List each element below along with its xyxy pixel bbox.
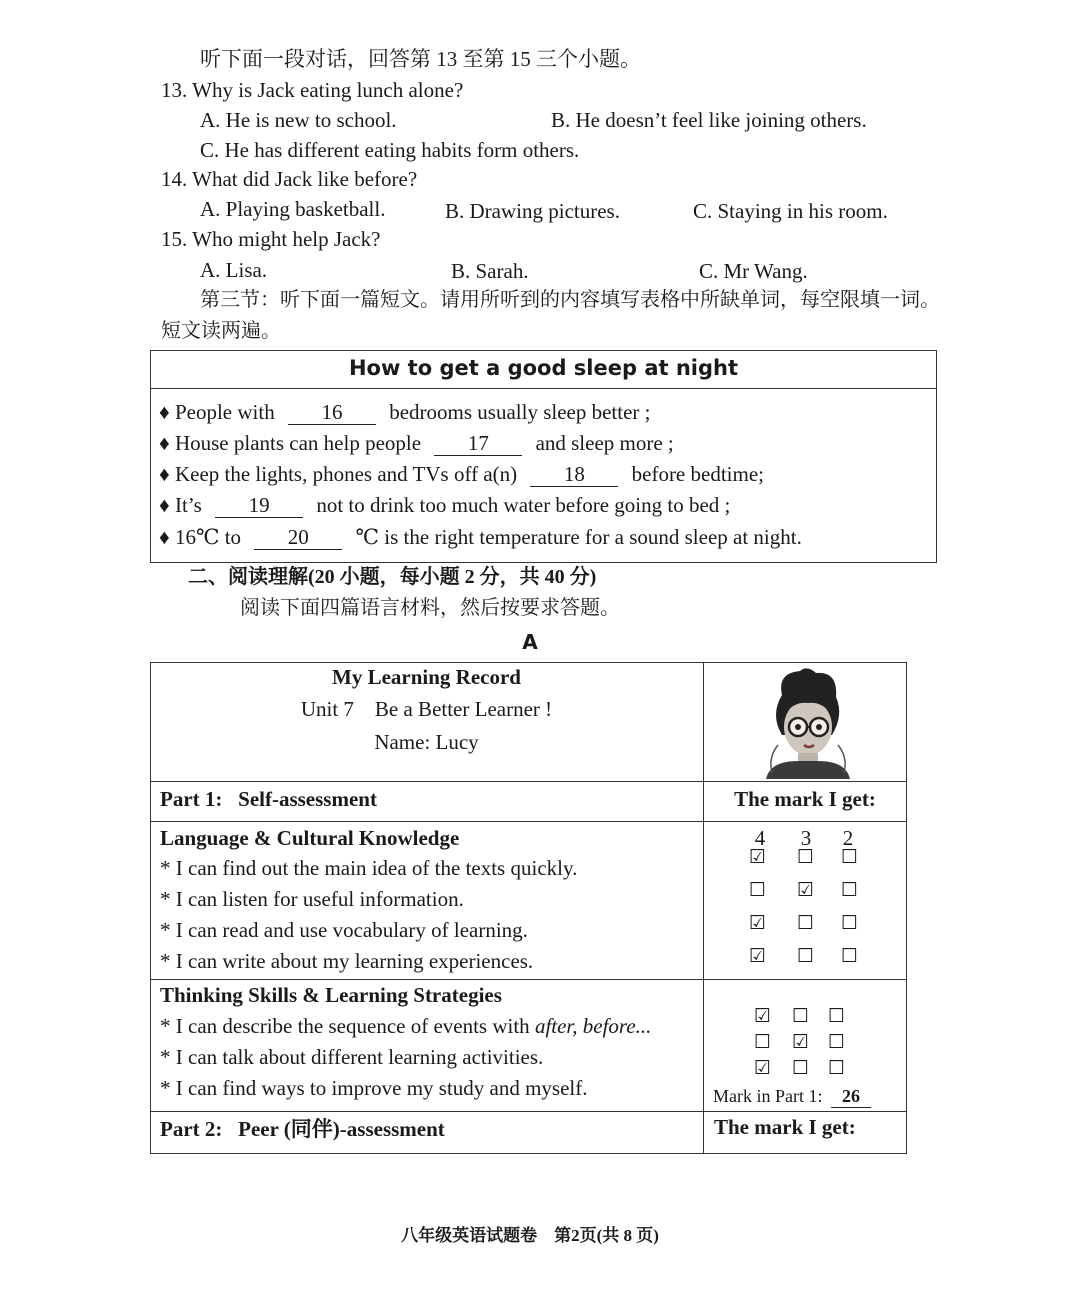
checkbox-icon[interactable]: ☑: [792, 1031, 810, 1053]
checkbox-icon[interactable]: ☑: [754, 1005, 772, 1027]
item-italic: after, before...: [534, 1014, 652, 1038]
part2-label: Part 2: Peer (同伴)-assessment: [160, 1117, 445, 1141]
checkbox-icon[interactable]: ☐: [841, 912, 859, 934]
item-text: * I can describe the sequence of events with: [160, 1014, 535, 1038]
record-title: My Learning Record: [332, 665, 521, 689]
blank-20[interactable]: 20: [254, 525, 342, 550]
blank-17[interactable]: 17: [434, 431, 522, 456]
question-13-option-c: C. He has different eating habits form others.: [200, 138, 580, 162]
section2-heading: Thinking Skills & Learning Strategies: [160, 983, 502, 1007]
part1-label: Part 1: Self-assessment: [160, 787, 377, 811]
sleep-row-post: before bedtime;: [631, 462, 764, 486]
sleep-row-post: not to drink too much water before going to bed ;: [316, 493, 731, 517]
score-label-4: 4: [754, 826, 766, 850]
self-assessment-item: * I can read and use vocabulary of learning.: [160, 918, 528, 942]
sleep-table-title: How to get a good sleep at night: [348, 356, 739, 380]
bullet-icon: ♦: [159, 431, 170, 455]
mark-part1-value[interactable]: 26: [831, 1086, 871, 1108]
checkbox-icon[interactable]: ☑: [749, 912, 767, 934]
sleep-row-post: and sleep more ;: [535, 431, 674, 455]
blank-16[interactable]: 16: [288, 400, 376, 425]
bullet-icon: ♦: [159, 525, 170, 549]
checkbox-icon[interactable]: ☐: [792, 1005, 810, 1027]
checkbox-icon[interactable]: ☐: [841, 879, 859, 901]
checkbox-icon[interactable]: ☐: [828, 1057, 846, 1079]
section3-instruction: 第三节：听下面一篇短文。请用所听到的内容填写表格中所缺单词，每空限填一词。: [200, 289, 940, 311]
sleep-row-post: bedrooms usually sleep better ;: [389, 400, 651, 424]
sleep-row-pre: 16℃ to: [174, 525, 242, 549]
record-unit: Unit 7 Be a Better Learner !: [300, 697, 553, 721]
sleep-row-pre: House plants can help people: [174, 431, 422, 455]
record-student-name: Name: Lucy: [374, 730, 479, 754]
passage-letter: A: [522, 630, 538, 654]
sleep-row-pre: People with: [174, 400, 275, 424]
sleep-row: [159, 493, 730, 518]
sleep-row-post: ℃ is the right temperature for a sound sleep at night.: [355, 525, 802, 549]
listening-instruction: 听下面一段对话，回答第 13 至第 15 三个小题。: [200, 47, 641, 71]
table-row-divider: [150, 821, 907, 822]
question-13-option-b: B. He doesn’t feel like joining others.: [551, 108, 867, 132]
question-13-stem: 13. Why is Jack eating lunch alone?: [161, 78, 464, 102]
question-14-stem: 14. What did Jack like before?: [161, 167, 418, 191]
bullet-icon: ♦: [159, 493, 170, 517]
checkbox-icon[interactable]: ☐: [841, 945, 859, 967]
checkbox-icon[interactable]: ☑: [749, 846, 767, 868]
score-label-3: 3: [800, 826, 812, 850]
part1-mark-header: The mark I get:: [734, 787, 876, 811]
student-portrait: [752, 665, 862, 779]
question-15-option-a: A. Lisa.: [200, 258, 268, 282]
bullet-icon: ♦: [159, 462, 170, 486]
reading-instruction: 阅读下面四篇语言材料，然后按要求答题。: [240, 597, 620, 619]
self-assessment-item: * I can find out the main idea of the texts quickly.: [160, 856, 578, 880]
checkbox-icon[interactable]: ☐: [828, 1031, 846, 1053]
table-row-divider: [150, 781, 907, 782]
checkbox-icon[interactable]: ☑: [754, 1057, 772, 1079]
checkbox-icon[interactable]: ☐: [792, 1057, 810, 1079]
sleep-row: [159, 525, 802, 550]
sleep-table-divider: [150, 388, 937, 389]
question-14-option-c: C. Staying in his room.: [693, 199, 888, 223]
score-label-2: 2: [842, 826, 854, 850]
self-assessment-item: * I can listen for useful information.: [160, 887, 464, 911]
question-13-option-a: A. He is new to school.: [200, 108, 397, 132]
table-column-divider: [703, 662, 704, 1154]
table-row-divider: [150, 1111, 907, 1112]
section1-heading: Language & Cultural Knowledge: [160, 826, 460, 850]
question-15-option-c: C. Mr Wang.: [699, 259, 808, 283]
sleep-row: [159, 462, 764, 487]
checkbox-icon[interactable]: ☐: [841, 846, 859, 868]
self-assessment-item: * I can find ways to improve my study and myself.: [160, 1076, 588, 1100]
self-assessment-item: * I can talk about different learning activities.: [160, 1045, 544, 1069]
page-footer: 八年级英语试题卷 第2页(共 8 页): [401, 1226, 659, 1245]
checkbox-icon[interactable]: ☐: [797, 912, 815, 934]
blank-18[interactable]: 18: [530, 462, 618, 487]
bullet-icon: ♦: [159, 400, 170, 424]
table-row-divider: [150, 979, 907, 980]
self-assessment-item: [160, 1014, 651, 1038]
reading-heading: 二、阅读理解(20 小题，每小题 2 分，共 40 分): [188, 566, 597, 588]
question-15-stem: 15. Who might help Jack?: [161, 227, 381, 251]
mark-part1-label: Mark in Part 1:: [713, 1086, 823, 1106]
checkbox-icon[interactable]: ☐: [828, 1005, 846, 1027]
question-14-option-b: B. Drawing pictures.: [445, 199, 620, 223]
checkbox-icon[interactable]: ☑: [797, 879, 815, 901]
mark-part1: [713, 1086, 871, 1108]
sleep-row: [159, 431, 674, 456]
question-15-option-b: B. Sarah.: [451, 259, 529, 283]
question-14-option-a: A. Playing basketball.: [200, 197, 386, 221]
checkbox-icon[interactable]: ☐: [797, 945, 815, 967]
sleep-row-pre: Keep the lights, phones and TVs off a(n): [174, 462, 518, 486]
checkbox-icon[interactable]: ☐: [754, 1031, 772, 1053]
self-assessment-item: * I can write about my learning experiences.: [160, 949, 534, 973]
part2-mark-header: The mark I get:: [714, 1115, 856, 1139]
sleep-row: [159, 400, 651, 425]
section3-instruction-cont: 短文读两遍。: [161, 320, 281, 342]
checkbox-icon[interactable]: ☐: [797, 846, 815, 868]
checkbox-icon[interactable]: ☐: [749, 879, 767, 901]
sleep-row-pre: It’s: [174, 493, 202, 517]
blank-19[interactable]: 19: [215, 493, 303, 518]
checkbox-icon[interactable]: ☑: [749, 945, 767, 967]
